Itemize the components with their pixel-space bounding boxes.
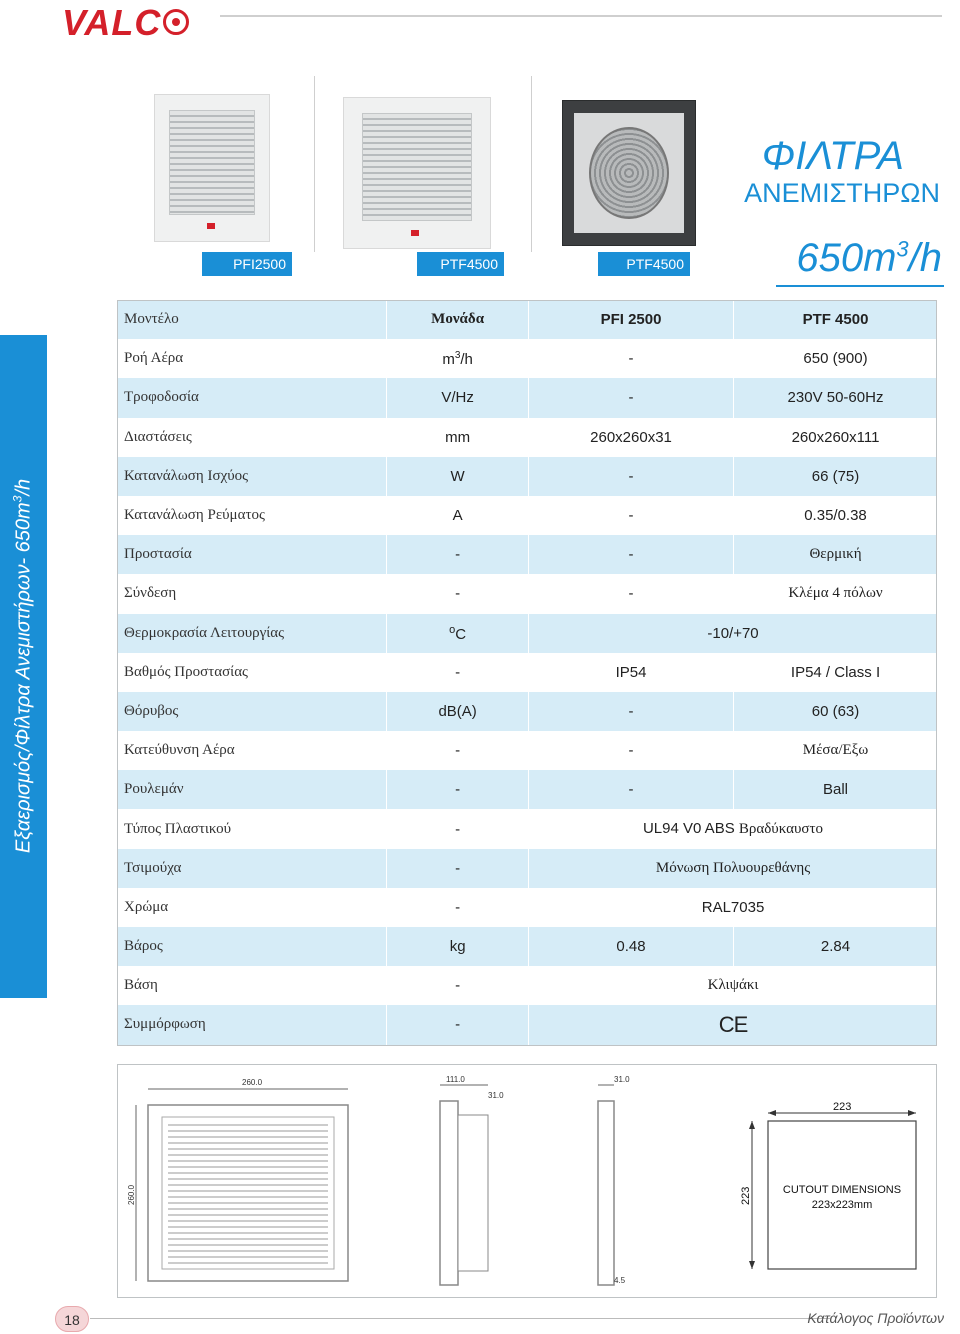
offset-dimension: 4.5 — [614, 1276, 626, 1285]
row-label: Τύπος Πλαστικού — [117, 809, 387, 848]
header-ptf4500: PTF 4500 — [734, 300, 938, 339]
row-value-b: 650 (900) — [734, 339, 938, 378]
catalog-title: Κατάλογος Προϊόντων — [807, 1310, 944, 1326]
table-row — [117, 770, 938, 809]
unit-tail: /h — [460, 350, 473, 368]
footer-divider — [90, 1318, 830, 1319]
arrow-right-icon — [908, 1110, 916, 1116]
image-divider — [314, 76, 315, 252]
product-label-ptf4500: PTF4500 — [417, 252, 504, 276]
table-row — [117, 418, 938, 457]
row-label: Ροή Αέρα — [117, 339, 387, 378]
arrow-up-icon — [749, 1121, 755, 1129]
unit-main: C — [455, 625, 467, 643]
table-row — [117, 849, 938, 888]
row-value-b: Ball — [734, 770, 938, 809]
unit-sup: 3 — [454, 349, 461, 361]
red-tag-icon — [411, 230, 419, 236]
product-label-pfi2500: PFI2500 — [202, 252, 292, 276]
cutout-width: 223 — [833, 1101, 852, 1113]
table-row — [117, 339, 938, 378]
table-row — [117, 457, 938, 496]
row-unit: - — [387, 888, 529, 927]
row-value-span: Κλιψάκι — [529, 966, 938, 1005]
row-unit: - — [387, 809, 529, 848]
row-value-b: Μέσα/Εξω — [734, 731, 938, 770]
row-label: Τσιμούχα — [117, 849, 387, 888]
sidebar-text-tail: /h — [12, 478, 35, 496]
header-unit: Μονάδα — [387, 300, 529, 339]
airflow-title — [796, 236, 942, 281]
header-model: Μοντέλο — [117, 300, 387, 339]
logo-text: VALC — [62, 2, 162, 43]
row-value-span: -10/+70 — [529, 614, 938, 653]
table-row — [117, 614, 938, 653]
row-value-b: 260x260x111 — [734, 418, 938, 457]
cutout-size: 223x223mm — [811, 1199, 873, 1211]
row-value-span — [529, 809, 938, 848]
logo-atom-icon — [163, 9, 189, 35]
row-value-b: 2.84 — [734, 927, 938, 966]
row-label: Σύνδεση — [117, 574, 387, 613]
row-unit: W — [387, 457, 529, 496]
side-view-1 — [440, 1101, 458, 1285]
plastic-rating: Βραδύκαυστο — [738, 821, 824, 838]
row-value-b: 66 (75) — [734, 457, 938, 496]
row-value-span: Μόνωση Πολυουρεθάνης — [529, 849, 938, 888]
row-unit: - — [387, 770, 529, 809]
row-unit: - — [387, 535, 529, 574]
row-value-b: 0.35/0.38 — [734, 496, 938, 535]
table-row — [117, 1005, 938, 1044]
table-row — [117, 574, 938, 613]
row-label: Χρώμα — [117, 888, 387, 927]
ce-mark-cell — [529, 1005, 938, 1044]
row-unit: mm — [387, 418, 529, 457]
row-unit: V/Hz — [387, 378, 529, 417]
row-value-b: 60 (63) — [734, 692, 938, 731]
row-label: Θερμοκρασία Λειτουργίας — [117, 614, 387, 653]
row-unit: - — [387, 849, 529, 888]
row-label: Βάση — [117, 966, 387, 1005]
row-label: Ρουλεμάν — [117, 770, 387, 809]
table-row — [117, 927, 938, 966]
row-value-span: RAL7035 — [529, 888, 938, 927]
table-row — [117, 378, 938, 417]
product-label-ptf4500-fan: PTF4500 — [598, 252, 690, 276]
row-value-a: - — [529, 496, 734, 535]
row-value-a: IP54 — [529, 653, 734, 692]
row-unit — [387, 614, 529, 653]
row-value-b: Θερμική — [734, 535, 938, 574]
table-row — [117, 966, 938, 1005]
sidebar-text-sup: 3 — [10, 495, 25, 503]
arrow-left-icon — [768, 1110, 776, 1116]
grille-icon — [362, 113, 473, 221]
row-value-a: - — [529, 535, 734, 574]
side-view-2 — [598, 1101, 614, 1285]
table-row — [117, 809, 938, 848]
row-label: Διαστάσεις — [117, 418, 387, 457]
row-value-a: - — [529, 731, 734, 770]
unit-sup: o — [449, 623, 456, 636]
fan-housing — [574, 113, 685, 234]
spec-table — [117, 300, 938, 1045]
row-unit: kg — [387, 927, 529, 966]
row-value-b: Κλέμα 4 πόλων — [734, 574, 938, 613]
airflow-underline — [776, 285, 944, 287]
row-label: Κατανάλωση Ισχύος — [117, 457, 387, 496]
row-label: Συμμόρφωση — [117, 1005, 387, 1044]
page-subtitle: ΑΝΕΜΙΣΤΗΡΩΝ — [744, 178, 940, 208]
row-label: Προστασία — [117, 535, 387, 574]
row-label: Κατεύθυνση Αέρα — [117, 731, 387, 770]
row-unit — [387, 339, 529, 378]
product-image-ptf4500-front — [343, 97, 491, 249]
frame-depth-dimension: 31.0 — [488, 1091, 504, 1100]
plastic-type: UL94 V0 ABS — [642, 820, 735, 838]
row-value-a: - — [529, 574, 734, 613]
arrow-down-icon — [749, 1261, 755, 1269]
unit-main: m — [442, 350, 455, 368]
sidebar-text-main: Εξαερισμός/Φίλτρα Ανεμιστήρων- 650m — [12, 502, 35, 854]
product-image-pfi2500 — [154, 94, 270, 242]
ce-mark-icon: CE — [718, 1011, 748, 1037]
technical-drawings — [117, 1064, 937, 1298]
image-divider — [531, 76, 532, 252]
row-unit: - — [387, 653, 529, 692]
row-value-b: IP54 / Class I — [734, 653, 938, 692]
table-header-row — [117, 300, 938, 339]
side-view-1-body — [458, 1115, 488, 1271]
row-value-a: - — [529, 457, 734, 496]
row-value-a: - — [529, 770, 734, 809]
table-row — [117, 888, 938, 927]
row-value-a: - — [529, 692, 734, 731]
header-divider — [220, 15, 942, 17]
table-row — [117, 692, 938, 731]
row-label: Θόρυβος — [117, 692, 387, 731]
category-sidebar — [0, 335, 47, 998]
page-number: 18 — [55, 1306, 89, 1332]
grille-icon — [169, 110, 256, 215]
row-unit: - — [387, 1005, 529, 1044]
row-unit: - — [387, 966, 529, 1005]
table-row — [117, 731, 938, 770]
cutout-title: CUTOUT DIMENSIONS — [782, 1184, 902, 1196]
row-value-a: 260x260x31 — [529, 418, 734, 457]
row-label: Βαθμός Προστασίας — [117, 653, 387, 692]
width-dimension: 260.0 — [242, 1078, 263, 1087]
airflow-value: 650m — [796, 236, 897, 280]
row-value-a: - — [529, 339, 734, 378]
sidebar-text — [11, 479, 36, 853]
page-title: ΦΙΛΤΡΑ — [761, 134, 904, 178]
row-label: Τροφοδοσία — [117, 378, 387, 417]
row-label: Βάρος — [117, 927, 387, 966]
table-row — [117, 653, 938, 692]
table-row — [117, 496, 938, 535]
row-unit: A — [387, 496, 529, 535]
row-unit: - — [387, 574, 529, 613]
row-value-a: - — [529, 378, 734, 417]
row-unit: - — [387, 731, 529, 770]
row-unit: dB(A) — [387, 692, 529, 731]
airflow-unit: /h — [908, 236, 942, 280]
fan-icon — [589, 127, 669, 219]
row-label: Κατανάλωση Ρεύματος — [117, 496, 387, 535]
depth-dimension: 111.0 — [446, 1075, 465, 1084]
header-pfi2500: PFI 2500 — [529, 300, 734, 339]
table-row — [117, 535, 938, 574]
valco-logo — [62, 2, 189, 44]
red-tag-icon — [207, 223, 215, 229]
filter-depth-dimension: 31.0 — [614, 1075, 630, 1084]
cutout-height: 223 — [740, 1186, 752, 1205]
row-value-b: 230V 50-60Hz — [734, 378, 938, 417]
drawings-svg — [118, 1065, 936, 1297]
row-value-a: 0.48 — [529, 927, 734, 966]
product-image-ptf4500-fan — [562, 100, 696, 246]
airflow-sup: 3 — [896, 236, 909, 262]
height-dimension: 260.0 — [127, 1184, 136, 1205]
